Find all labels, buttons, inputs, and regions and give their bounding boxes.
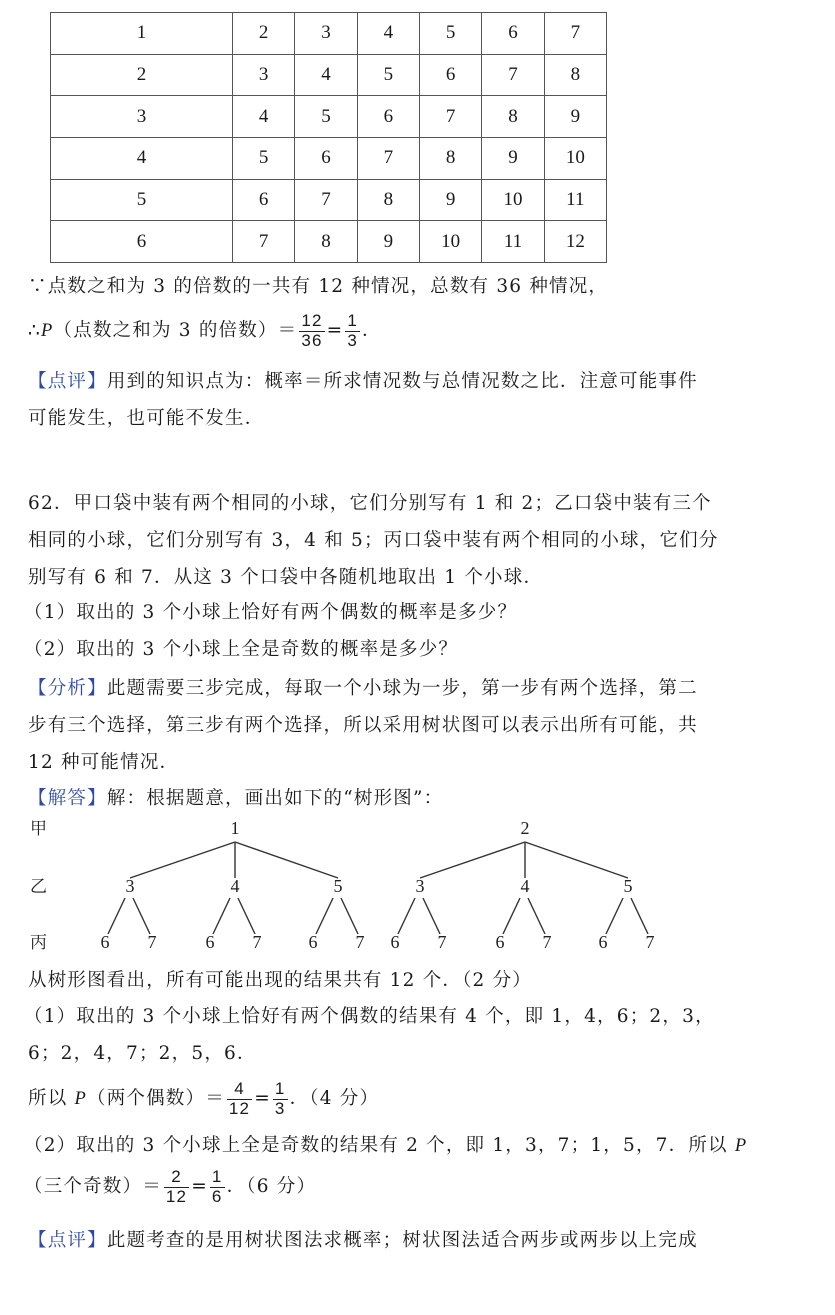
table-cell: 7 <box>233 221 295 263</box>
tree-node-leaf: 6 <box>598 932 608 952</box>
table-cell: 9 <box>544 96 606 138</box>
table-cell: 8 <box>295 221 357 263</box>
table-row <box>51 138 607 180</box>
tree-node-mid: 3 <box>125 876 135 896</box>
table-cell: 5 <box>419 13 481 55</box>
solution-total: 从树形图看出，所有可能出现的结果共有 12 个．（2 分） <box>28 970 533 991</box>
table-cell: 3 <box>295 13 357 55</box>
probability-formula-1: ∴P（点数之和为 3 的倍数）＝ $\frac{12}{36}$ = $\frac{1}{3}$ ． <box>28 311 382 350</box>
table-cell: 6 <box>233 179 295 221</box>
table-cell: 2 <box>51 54 233 96</box>
table-cell: 9 <box>482 138 544 180</box>
tree-row-label: 丙 <box>30 933 47 953</box>
tree-node-leaf: 7 <box>355 932 365 952</box>
comment-1-line-1: 【点评】用到的知识点为：概率＝所求情况数与总情况数之比．注意可能事件 <box>28 371 698 392</box>
tree-node-leaf: 7 <box>437 932 447 952</box>
table-cell: 6 <box>357 96 419 138</box>
table-cell: 7 <box>544 13 606 55</box>
table-cell: 9 <box>357 221 419 263</box>
tree-node-leaf: 6 <box>495 932 505 952</box>
table-cell: 6 <box>419 54 481 96</box>
answer-tag: 【解答】 <box>28 788 107 809</box>
tree-branch <box>130 842 235 878</box>
tree-branch <box>108 898 125 934</box>
table-cell: 4 <box>295 54 357 96</box>
tree-node-leaf: 7 <box>542 932 552 952</box>
tree-node-leaf: 7 <box>147 932 157 952</box>
tree-node-root: 2 <box>520 818 530 838</box>
because-line: ∵点数之和为 3 的倍数的一共有 12 种情况，总数有 36 种情况， <box>28 276 609 297</box>
tree-node-leaf: 7 <box>645 932 655 952</box>
table-cell: 4 <box>51 138 233 180</box>
tree-row-label: 甲 <box>30 819 47 839</box>
table-cell: 4 <box>233 96 295 138</box>
probability-formula-3: （三个奇数）＝ $\frac{2}{12}$ = $\frac{1}{6}$ ．（6 分） <box>24 1167 317 1206</box>
table-cell: 5 <box>233 138 295 180</box>
table-cell: 5 <box>357 54 419 96</box>
analysis-line-3: 12 种可能情况． <box>28 752 180 773</box>
table-cell: 5 <box>51 179 233 221</box>
comment-tag-2: 【点评】 <box>28 1230 107 1251</box>
tree-branch <box>631 898 648 934</box>
tree-node-leaf: 6 <box>390 932 400 952</box>
table-cell: 6 <box>482 13 544 55</box>
table-cell: 1 <box>51 13 233 55</box>
table-cell: 8 <box>482 96 544 138</box>
tree-branch <box>341 898 358 934</box>
tree-branch <box>213 898 230 934</box>
table-cell: 7 <box>419 96 481 138</box>
table-cell: 4 <box>357 13 419 55</box>
sum-table <box>50 12 607 263</box>
table-cell: 10 <box>482 179 544 221</box>
fraction-12-36: $\frac{12}{36}$ <box>301 311 323 350</box>
table-cell: 8 <box>357 179 419 221</box>
table-cell: 9 <box>419 179 481 221</box>
comment-1-line-2: 可能发生，也可能不发生． <box>28 408 265 429</box>
tree-branch <box>235 842 338 878</box>
table-cell: 6 <box>295 138 357 180</box>
fraction-1-3: $\frac{1}{3}$ <box>347 311 359 350</box>
tree-branch <box>316 898 333 934</box>
tree-node-leaf: 6 <box>205 932 215 952</box>
table-cell: 2 <box>233 13 295 55</box>
question-62-line-2: 相同的小球，它们分别写有 3，4 和 5；丙口袋中装有两个相同的小球，它们分 <box>28 530 719 551</box>
analysis-tag: 【分析】 <box>28 678 107 699</box>
tree-branch <box>420 842 525 878</box>
question-62-line-3: 别写有 6 和 7．从这 3 个口袋中各随机地取出 1 个小球． <box>28 567 544 588</box>
tree-node-mid: 5 <box>623 876 633 896</box>
tree-node-leaf: 7 <box>252 932 262 952</box>
table-cell: 11 <box>544 179 606 221</box>
table-row <box>51 96 607 138</box>
tree-diagram <box>0 810 835 960</box>
table-cell: 3 <box>233 54 295 96</box>
tree-branch <box>528 898 545 934</box>
fraction-1-3-b: $\frac{1}{3}$ <box>274 1079 286 1118</box>
tree-branch <box>503 898 520 934</box>
tree-node-mid: 3 <box>415 876 425 896</box>
tree-row-label: 乙 <box>30 877 47 897</box>
table-cell: 7 <box>357 138 419 180</box>
analysis-line-2: 步有三个选择，第三步有两个选择，所以采用树状图可以表示出所有可能，共 <box>28 715 698 736</box>
table-cell: 10 <box>419 221 481 263</box>
tree-branch <box>238 898 255 934</box>
table-cell: 3 <box>51 96 233 138</box>
tree-branch <box>606 898 623 934</box>
table-cell: 12 <box>544 221 606 263</box>
table-cell: 11 <box>482 221 544 263</box>
analysis-line-1: 【分析】此题需要三步完成，每取一个小球为一步，第一步有两个选择，第二 <box>28 678 698 699</box>
table-row <box>51 179 607 221</box>
comment-tag: 【点评】 <box>28 371 107 392</box>
tree-branch <box>398 898 415 934</box>
tree-node-leaf: 6 <box>308 932 318 952</box>
comment-2-line-1: 【点评】此题考查的是用树状图法求概率；树状图法适合两步或两步以上完成 <box>28 1230 698 1251</box>
solution-2-line-1: （2）取出的 3 个小球上全是奇数的结果有 2 个，即 1，3，7；1，5，7．所以 P <box>24 1135 748 1156</box>
table-cell: 6 <box>51 221 233 263</box>
tree-node-mid: 4 <box>520 876 530 896</box>
tree-branch <box>423 898 440 934</box>
table-cell: 7 <box>295 179 357 221</box>
solution-1-line-2: 6；2，4，7；2，5，6． <box>28 1043 257 1064</box>
table-cell: 10 <box>544 138 606 180</box>
tree-node-mid: 4 <box>230 876 240 896</box>
fraction-4-12: $\frac{4}{12}$ <box>228 1079 251 1118</box>
table-cell: 8 <box>419 138 481 180</box>
tree-branch <box>133 898 150 934</box>
probability-formula-2: 所以 P（两个偶数）＝ $\frac{4}{12}$ = $\frac{1}{3}$ ．（4 分） <box>28 1079 380 1118</box>
question-62-sub-1: （1）取出的 3 个小球上恰好有两个偶数的概率是多少？ <box>24 602 518 623</box>
tree-node-root: 1 <box>230 818 240 838</box>
tree-branch <box>525 842 628 878</box>
table-row <box>51 54 607 96</box>
question-62-line-1: 62．甲口袋中装有两个相同的小球，它们分别写有 1 和 2；乙口袋中装有三个 <box>28 493 712 514</box>
table-row <box>51 221 607 263</box>
answer-line: 【解答】解：根据题意，画出如下的“树形图”： <box>28 788 444 809</box>
table-cell: 8 <box>544 54 606 96</box>
table-cell: 5 <box>295 96 357 138</box>
fraction-1-6: $\frac{1}{6}$ <box>211 1167 223 1206</box>
fraction-2-12: $\frac{2}{12}$ <box>165 1167 188 1206</box>
question-62-sub-2: （2）取出的 3 个小球上全是奇数的概率是多少？ <box>24 639 459 660</box>
tree-node-mid: 5 <box>333 876 343 896</box>
tree-node-leaf: 6 <box>100 932 110 952</box>
table-row <box>51 13 607 55</box>
table-cell: 7 <box>482 54 544 96</box>
solution-1-line-1: （1）取出的 3 个小球上恰好有两个偶数的结果有 4 个，即 1，4，6；2，3， <box>24 1006 715 1027</box>
